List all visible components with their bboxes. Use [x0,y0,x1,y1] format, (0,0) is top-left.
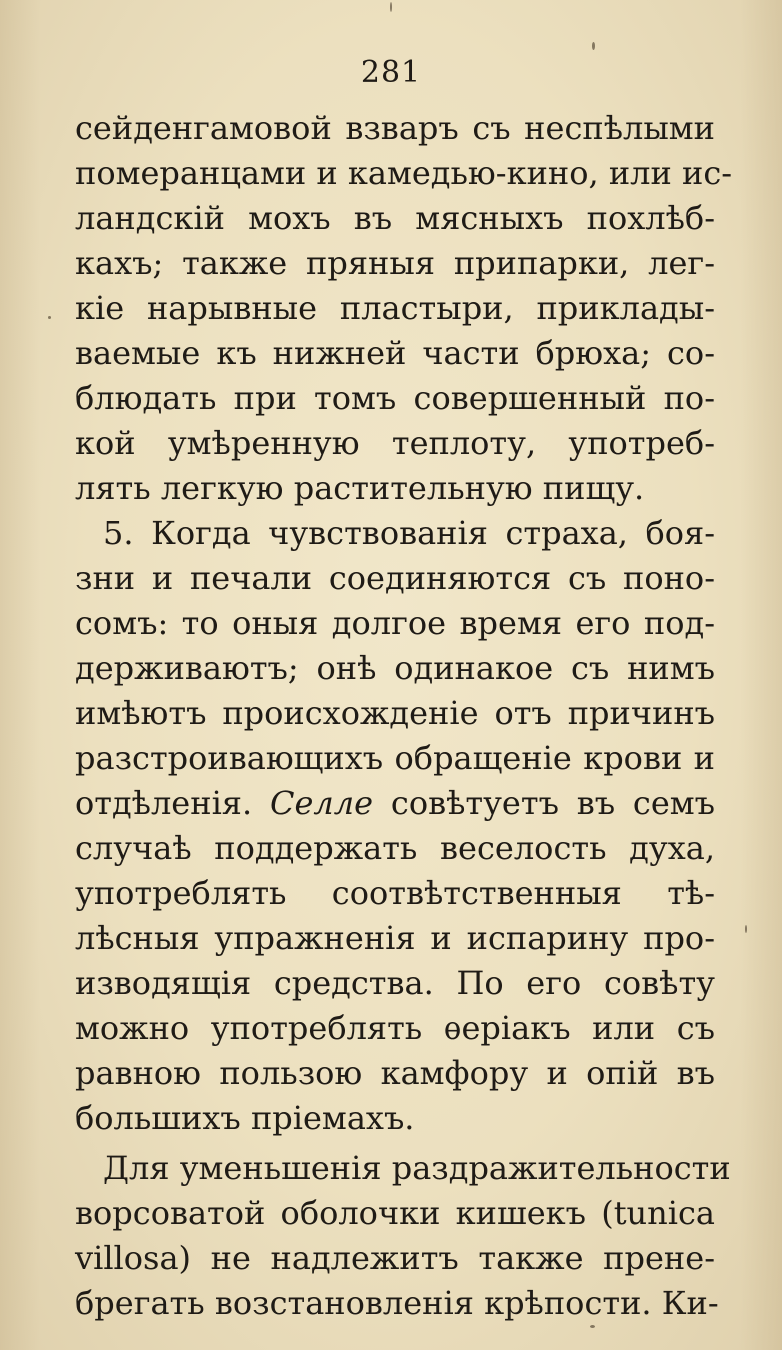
page-number: 281 [360,55,422,90]
text-line: кой умѣренную теплоту, употреб- [75,424,715,462]
text-line: зни и печали соединяются съ поно- [75,559,715,597]
text-line: разстроивающихъ обращеніе крови и [75,739,715,777]
text-line: большихъ пріемахъ. [75,1099,415,1137]
text-line: лѣсныя упражненія и испарину про- [75,919,715,957]
text-line: равною пользою камфору и опій въ [75,1054,715,1092]
text-line: случаѣ поддержать веселость духа, [75,829,715,867]
paragraph-start-line: Для уменьшенія раздражительности [103,1149,731,1187]
text-line: имѣютъ происхожденіе отъ причинъ [75,694,715,732]
text-line-with-italic-name [75,783,715,823]
text-line: сомъ: то оныя долгое время его под- [75,604,715,642]
text-line: блюдать при томъ совершенный по- [75,379,715,417]
author-name-italic: Селле [269,784,374,822]
text-line: кіе нарывные пластыри, приклады- [75,289,715,327]
paragraph-start-line: 5. Когда чувствованія страха, боя- [103,514,715,552]
ink-speck [390,2,392,12]
ink-speck [592,42,595,50]
text-line: ворсоватой оболочки кишекъ (tunica [75,1194,715,1232]
text-line: сейденгамовой взваръ съ неспѣлыми [75,109,715,147]
text-line: держиваютъ; онѣ одинакое съ нимъ [75,649,715,687]
text-segment: совѣтуетъ въ семъ [390,784,716,822]
text-segment: отдѣленія. [75,784,253,822]
text-line: ландскій мохъ въ мясныхъ похлѣб- [75,199,715,237]
text-line: померанцами и камедью-кино, или ис- [75,154,733,192]
text-line: изводящія средства. По его совѣту [75,964,715,1002]
ink-speck [590,1325,595,1328]
ink-speck [745,925,747,933]
text-line: villosa) не надлежитъ также прене- [75,1239,715,1277]
text-line: можно употреблять ѳеріакъ или съ [75,1009,715,1047]
text-line: кахъ; также пряныя припарки, лег- [75,244,715,282]
text-line: употреблять соотвѣтственныя тѣ- [75,874,715,912]
text-line: лять легкую растительную пищу. [75,469,645,507]
text-line: ваемые къ нижней части брюха; со- [75,334,715,372]
ink-speck [48,316,51,319]
text-line: брегать возстановленія крѣпости. Ки- [75,1284,719,1322]
